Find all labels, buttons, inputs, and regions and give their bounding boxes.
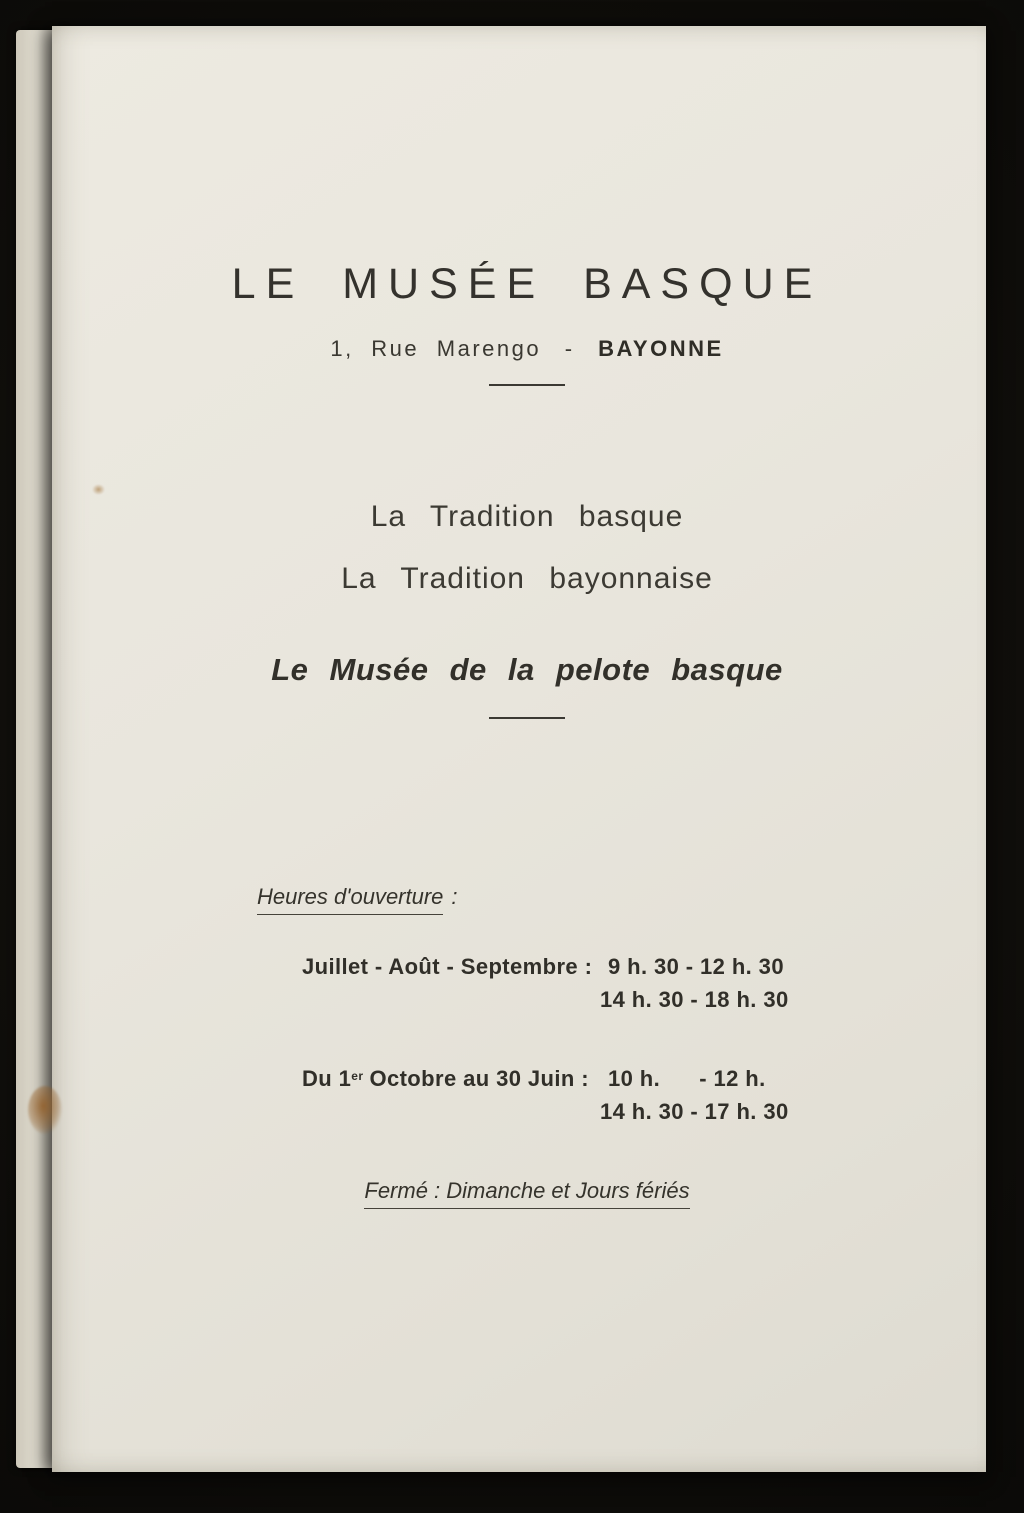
winter-label-ordinal: er xyxy=(351,1069,364,1083)
winter-label-prefix: Du 1 xyxy=(302,1066,352,1091)
stain-mark xyxy=(28,1086,62,1134)
opening-hours-heading-text: Heures d'ouverture xyxy=(257,884,443,915)
divider-rule-middle xyxy=(489,717,565,719)
address-city: BAYONNE xyxy=(598,336,724,361)
pelote-museum-line: Le Musée de la pelote basque xyxy=(271,652,783,687)
winter-label-suffix: Octobre au 30 Juin : xyxy=(369,1066,589,1091)
closed-days-text: Fermé : Dimanche et Jours fériés xyxy=(364,1178,689,1209)
divider-rule-top xyxy=(489,384,565,386)
small-stain-mark xyxy=(92,484,105,495)
tradition-bayonnaise-line: La Tradition bayonnaise xyxy=(341,562,713,595)
document-page xyxy=(52,26,986,1472)
address-street: 1, Rue Marengo xyxy=(330,336,542,361)
winter-schedule-label xyxy=(302,1066,589,1092)
closed-days-line xyxy=(68,1178,986,1204)
address-separator: - xyxy=(564,336,575,361)
opening-hours-heading-colon: : xyxy=(451,884,458,909)
address-line xyxy=(68,336,986,362)
page-title: LE MUSÉE BASQUE xyxy=(231,260,823,308)
summer-afternoon-hours: 14 h. 30 - 18 h. 30 xyxy=(600,987,789,1012)
tradition-basque-line: La Tradition basque xyxy=(370,500,684,533)
winter-afternoon-hours: 14 h. 30 - 17 h. 30 xyxy=(600,1099,789,1124)
summer-morning-hours: 9 h. 30 - 12 h. 30 xyxy=(608,954,784,979)
summer-schedule-label: Juillet - Août - Septembre : xyxy=(302,954,593,979)
page-content xyxy=(68,26,986,1472)
winter-morning-hours: 10 h. - 12 h. xyxy=(608,1066,766,1091)
opening-hours-heading xyxy=(257,884,458,910)
